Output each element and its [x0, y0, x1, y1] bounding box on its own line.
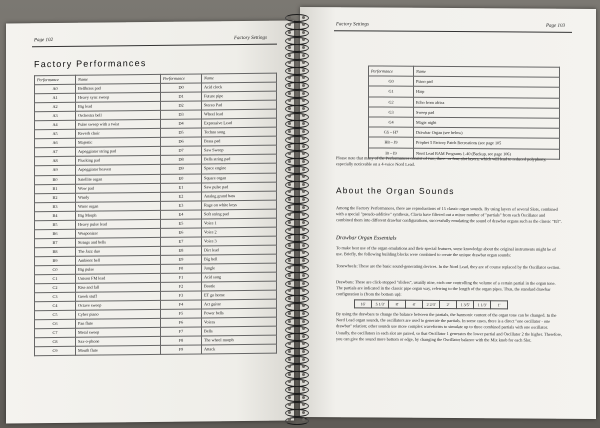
performance-id: E1 — [161, 183, 202, 192]
performance-name: Expressive Lead — [202, 118, 277, 128]
punch-hole — [288, 411, 291, 414]
performance-name: Bells — [202, 326, 277, 336]
performance-name: ET go home — [202, 290, 277, 300]
performance-id: C2 — [35, 283, 76, 292]
punch-hole — [302, 373, 305, 376]
performance-id: A6 — [35, 139, 76, 148]
left-page — [6, 20, 294, 423]
performance-id: B4 — [35, 211, 76, 220]
performance-name: Voice 3 — [202, 236, 277, 246]
punch-hole — [288, 69, 291, 72]
performance-name: Power bells — [202, 308, 277, 318]
punch-hole — [288, 122, 291, 125]
performance-id: C0 — [35, 265, 76, 274]
performance-id: F4 — [161, 300, 202, 309]
performance-id: A4 — [35, 121, 76, 130]
performance-id: C7 — [35, 329, 76, 338]
punch-hole — [302, 198, 305, 201]
performance-id: D7 — [161, 146, 202, 155]
performance-name: Wheel lead — [202, 109, 277, 119]
performance-name: Orchestra bell — [76, 111, 161, 121]
performance-name: Space engine — [202, 164, 277, 174]
drawbar-value: 5 1/3' — [372, 300, 389, 308]
performance-id: B8 — [35, 247, 76, 256]
punch-hole — [288, 350, 291, 353]
left-header-rule — [32, 44, 277, 48]
performance-id: A9 — [35, 166, 76, 175]
performance-name: Cyber piano — [76, 310, 161, 320]
performance-id: D0 — [161, 83, 202, 92]
punch-hole — [302, 221, 305, 224]
performance-id: F1 — [161, 273, 202, 282]
performance-name: Wow pad — [76, 183, 161, 193]
performance-id: E0 — [161, 173, 202, 182]
punch-hole — [302, 168, 305, 171]
punch-hole — [302, 244, 305, 247]
performance-id: D2 — [161, 101, 202, 110]
drawbar-value: 1 1/3' — [474, 301, 491, 309]
performance-id: D4 — [161, 119, 202, 128]
performance-id: F7 — [161, 327, 202, 336]
performance-name: Nord Lead RAM Programs 1-40 (Backup, see page 106) — [414, 148, 560, 159]
performance-name: Heavy sync sweep — [76, 92, 161, 102]
drawbar-value: 2 2/3' — [423, 300, 440, 308]
performance-name: Harp — [414, 87, 560, 98]
punch-hole — [302, 107, 305, 110]
punch-hole — [302, 69, 305, 72]
performance-name: Big bell — [202, 254, 277, 264]
punch-hole — [302, 274, 305, 277]
performance-name: Piano pad — [414, 76, 560, 87]
performance-name: Sax-o-phone — [76, 337, 161, 347]
performance-name: Weaponizer — [76, 228, 161, 238]
punch-hole — [288, 130, 291, 133]
drawbar-configuration — [354, 299, 508, 309]
performance-id: B3 — [35, 202, 76, 211]
performance-name: Satellite organ — [76, 174, 161, 184]
performance-id: D8 — [161, 155, 202, 164]
right-page — [300, 7, 596, 419]
performance-name: Ambient bell — [76, 255, 161, 265]
punch-hole — [288, 388, 291, 391]
punch-hole — [288, 297, 291, 300]
performance-name: Strings and bells — [76, 237, 161, 247]
punch-hole — [302, 130, 305, 133]
performance-name: Acid song — [202, 272, 277, 282]
performance-id: B5 — [35, 220, 76, 229]
factory-performances-title: Factory Performances — [34, 58, 147, 70]
performance-id: A1 — [35, 93, 76, 102]
performance-name: Octave sweep — [76, 301, 161, 311]
performance-id: C4 — [35, 301, 76, 310]
performance-id: A3 — [35, 111, 76, 120]
performance-id: A2 — [35, 102, 76, 111]
performance-name: Dirt lead — [202, 245, 277, 255]
performance-name: Magic night — [414, 117, 560, 128]
performance-name: Saw pulse pad — [202, 182, 277, 192]
punch-hole — [302, 320, 305, 323]
performance-id: F2 — [161, 282, 202, 291]
punch-hole — [302, 312, 305, 315]
performance-id: B7 — [35, 238, 76, 247]
performance-name: Voice 2 — [202, 227, 277, 237]
punch-hole — [288, 31, 291, 34]
performance-name: Windy — [76, 192, 161, 202]
punch-hole — [288, 320, 291, 323]
performance-name: The Jazz duo — [76, 246, 161, 256]
performance-id: D6 — [161, 137, 202, 146]
drawbar-value: 1 3/5' — [457, 301, 474, 309]
performance-id: D3 — [161, 110, 202, 119]
punch-hole — [302, 145, 305, 148]
performance-id: D5 — [161, 128, 202, 137]
punch-hole — [302, 358, 305, 361]
table-row — [369, 137, 560, 149]
table-row — [369, 127, 560, 139]
punch-hole — [302, 282, 305, 285]
performance-id: E3 — [161, 201, 202, 210]
punch-hole — [288, 312, 291, 315]
punch-hole — [288, 46, 291, 49]
punch-hole — [302, 92, 305, 95]
performance-name: Bootle — [202, 281, 277, 291]
performance-name: Prophet 5 Factory Patch Recreations (see page 105 — [414, 138, 560, 149]
punch-hole — [288, 259, 291, 262]
punch-hole — [288, 373, 291, 376]
punch-hole — [302, 16, 305, 19]
performance-name: Act guitar — [202, 299, 277, 309]
performance-name: Majestic — [76, 138, 161, 148]
performance-name: Brass pad — [202, 137, 277, 147]
punch-hole — [302, 54, 305, 57]
performance-name: Attack — [202, 345, 277, 355]
performance-name: Echo from africa — [414, 97, 560, 108]
performance-id: E8 — [161, 246, 202, 255]
performance-name: Big lead — [76, 102, 161, 112]
performance-id: F9 — [161, 345, 202, 354]
performance-name: The wheel morph — [202, 336, 277, 346]
punch-hole — [288, 107, 291, 110]
performance-name: Big Morph — [76, 210, 161, 220]
punch-hole — [288, 16, 291, 19]
punch-hole — [288, 244, 291, 247]
punch-hole — [288, 92, 291, 95]
performance-id: F3 — [161, 291, 202, 300]
drawbar-essentials-subheading: Drawbar Organ Essentials — [336, 235, 397, 242]
performance-id: C6 — [35, 320, 76, 329]
performance-name: Big pulse — [76, 264, 161, 274]
performance-id: B2 — [35, 193, 76, 202]
performance-id: I0 – I9 — [369, 147, 414, 158]
performance-id: E4 — [161, 210, 202, 219]
performance-id: F8 — [161, 336, 202, 345]
performance-id: E2 — [161, 192, 202, 201]
performance-name: Bellbrass pad — [76, 83, 161, 93]
left-section-header: Factory Settings — [234, 35, 267, 42]
performance-id: C5 — [35, 310, 76, 319]
performance-name: Rise and fall — [76, 282, 161, 292]
performance-id: E7 — [161, 237, 202, 246]
punch-hole — [288, 274, 291, 277]
performance-name: Plucking pad — [76, 156, 161, 166]
performance-name: Drawbar Organ (see below) — [414, 127, 560, 138]
punch-hole — [302, 388, 305, 391]
performance-id: F6 — [161, 318, 202, 327]
performance-id: C1 — [35, 274, 76, 283]
drawbar-value: 1' — [491, 301, 508, 309]
performance-name: Voices — [202, 317, 277, 327]
punch-hole — [288, 84, 291, 87]
performance-id: D9 — [161, 164, 202, 173]
essentials-paragraph: To make best use of the organ emulations and their special features, some knowledge about the original instruments might be of use. Briefly, the following building blocks were combined to create the unique drawbar organ sounds: — [336, 245, 556, 258]
punch-hole — [288, 236, 291, 239]
performance-name: Saw Sweep — [202, 146, 277, 156]
punch-hole — [288, 183, 291, 186]
punch-hole — [302, 236, 305, 239]
performance-name: Techno song — [202, 127, 277, 137]
performance-name: Pulse sweep with a twist — [76, 120, 161, 130]
performance-id: G1 — [369, 86, 414, 97]
left-page-number: Page 102 — [34, 38, 54, 44]
performance-id: G2 — [369, 97, 414, 108]
performance-id: B0 — [35, 175, 76, 184]
performance-id: D1 — [161, 92, 202, 101]
punch-hole — [288, 358, 291, 361]
punch-hole — [302, 396, 305, 399]
punch-hole — [288, 335, 291, 338]
drawbar-row — [355, 300, 508, 309]
punch-hole — [302, 206, 305, 209]
performance-id: A8 — [35, 157, 76, 166]
punch-hole — [302, 350, 305, 353]
punch-hole — [302, 122, 305, 125]
col-header-name: Name — [414, 66, 560, 77]
organ-intro-paragraph: Among the Factory Performances, there are reproductions of 15 classic organ sounds. By using layers of several Slots, combined with a special "pseudo-additive" synthesis, Clavia have filtered out a minor number of "partials" from each Oscillator and combined them into different drawbar configurations, successfully emulating the sound of drawbar organs such as the classic "B3". — [336, 205, 562, 225]
performance-name: Bells string pad — [202, 155, 277, 165]
performance-id: B9 — [35, 256, 76, 265]
performance-id: A0 — [35, 84, 76, 93]
performance-id: F0 — [161, 264, 202, 273]
performance-id: F5 — [161, 309, 202, 318]
punch-hole — [302, 411, 305, 414]
drawbar-value: 4' — [406, 300, 423, 308]
performance-name: Water organ — [76, 201, 161, 211]
performance-id: B6 — [35, 229, 76, 238]
performance-id: G0 — [369, 76, 414, 87]
tonewheels-paragraph: Tonewheels: These are the basic sound-generating devices. In the Nord Lead, they are of course replaced by the Oscillator section. — [336, 263, 561, 270]
performance-name: Square organ — [202, 173, 277, 183]
col-header-performance: Performance — [35, 75, 76, 84]
punch-hole — [288, 396, 291, 399]
punch-hole — [302, 183, 305, 186]
performance-id: C8 — [35, 338, 76, 347]
performance-name: Arpeggiator string pad — [76, 147, 161, 157]
punch-hole — [288, 168, 291, 171]
punch-hole — [302, 335, 305, 338]
performance-name: Sweep pad — [414, 107, 560, 118]
performance-id: C3 — [35, 292, 76, 301]
performance-name: Acid clock — [202, 82, 277, 92]
punch-hole — [288, 282, 291, 285]
performance-id: H8 – J9 — [369, 137, 414, 148]
col-header-name: Name — [76, 74, 161, 84]
punch-hole — [302, 160, 305, 163]
punch-hole — [302, 297, 305, 300]
performance-id: G5 – H7 — [369, 127, 414, 138]
performance-id: E9 — [161, 255, 202, 264]
performance-name: Reverb choir — [76, 129, 161, 139]
performance-name: Future pipe — [202, 91, 277, 101]
performance-name: Arpeggiator heaven — [76, 165, 161, 175]
performance-id: B1 — [35, 184, 76, 193]
performance-id: A5 — [35, 130, 76, 139]
performance-name: Unison FM lead — [76, 273, 161, 283]
punch-hole — [302, 259, 305, 262]
performance-id: E5 — [161, 219, 202, 228]
performance-name: Voice 1 — [202, 218, 277, 228]
performance-name: Pan flute — [76, 319, 161, 329]
performance-id: C9 — [35, 347, 76, 356]
polyphony-note: Please note that many of the Performances consist of two, three- or four-slot layers, which will lead to reduced polyphony, especially noticeable on a 4-voice Nord Lead. — [336, 155, 547, 167]
col-header-performance: Performance — [369, 66, 414, 77]
col-header-name-2: Name — [202, 73, 277, 83]
performance-name: Analog grand bass — [202, 191, 277, 201]
right-page-number: Page 103 — [546, 23, 566, 29]
punch-hole — [302, 46, 305, 49]
punch-hole — [288, 54, 291, 57]
drawbar-value: 16' — [355, 300, 372, 308]
performance-name: Metal sweep — [76, 328, 161, 338]
performance-table — [34, 73, 277, 357]
performance-name: Soft string pad — [202, 209, 277, 219]
performance-name: Jungle — [202, 263, 277, 273]
performance-id: G4 — [369, 117, 414, 128]
performance-id: E6 — [161, 228, 202, 237]
organ-sounds-title: About the Organ Sounds — [336, 185, 455, 197]
punch-hole — [288, 206, 291, 209]
performance-name: Rage on white keys — [202, 200, 277, 210]
punch-hole — [302, 84, 305, 87]
punch-hole — [288, 198, 291, 201]
col-header-performance-2: Performance — [161, 74, 202, 83]
performance-id: G3 — [369, 107, 414, 118]
performance-name: Mouth flute — [76, 346, 161, 356]
punch-hole — [288, 145, 291, 148]
closing-paragraph: By using the drawbars to change the balance between the partials, the harmonic content of the organ tone can be changed. In the Nord Lead organ sounds, the oscillators are used to generate the partials. In some cases, there is a direct "one oscillator - one drawbar" relation; other sounds use more complex waveforms to simulate up to three combined partials with one oscillator. Usually, the oscillators in each slot are paired, so that Oscillator 1 generates the lower partial and Oscillator 2 the higher. Therefore, you can give the sound more bottom or edge, by changing the Oscillator balance with the Mix knob for each Slot. — [336, 311, 562, 343]
drawbars-paragraph: Drawbars: These are click-stopped "sliders", usually nine, each one controlling the volume of a certain partial in the organ tone. The partials are indicated in the classic pipe organ way, referring to the length of the organ pipes. Thus, the standard drawbar configuration is (from the bottom up): — [336, 279, 556, 298]
right-section-header: Factory Settings — [336, 22, 369, 28]
punch-hole — [288, 160, 291, 163]
performance-name: Heavy pulse lead — [76, 219, 161, 229]
drawbar-value: 8' — [389, 300, 406, 308]
punch-hole — [302, 31, 305, 34]
drawbar-value: 2' — [440, 300, 457, 308]
performance-range-table — [368, 65, 560, 159]
performance-name: Stereo Pad — [202, 100, 277, 110]
punch-hole — [288, 221, 291, 224]
performance-id: A7 — [35, 148, 76, 157]
right-header-rule — [334, 30, 572, 33]
performance-name: Greek stuff — [76, 292, 161, 302]
table-row — [35, 345, 277, 357]
